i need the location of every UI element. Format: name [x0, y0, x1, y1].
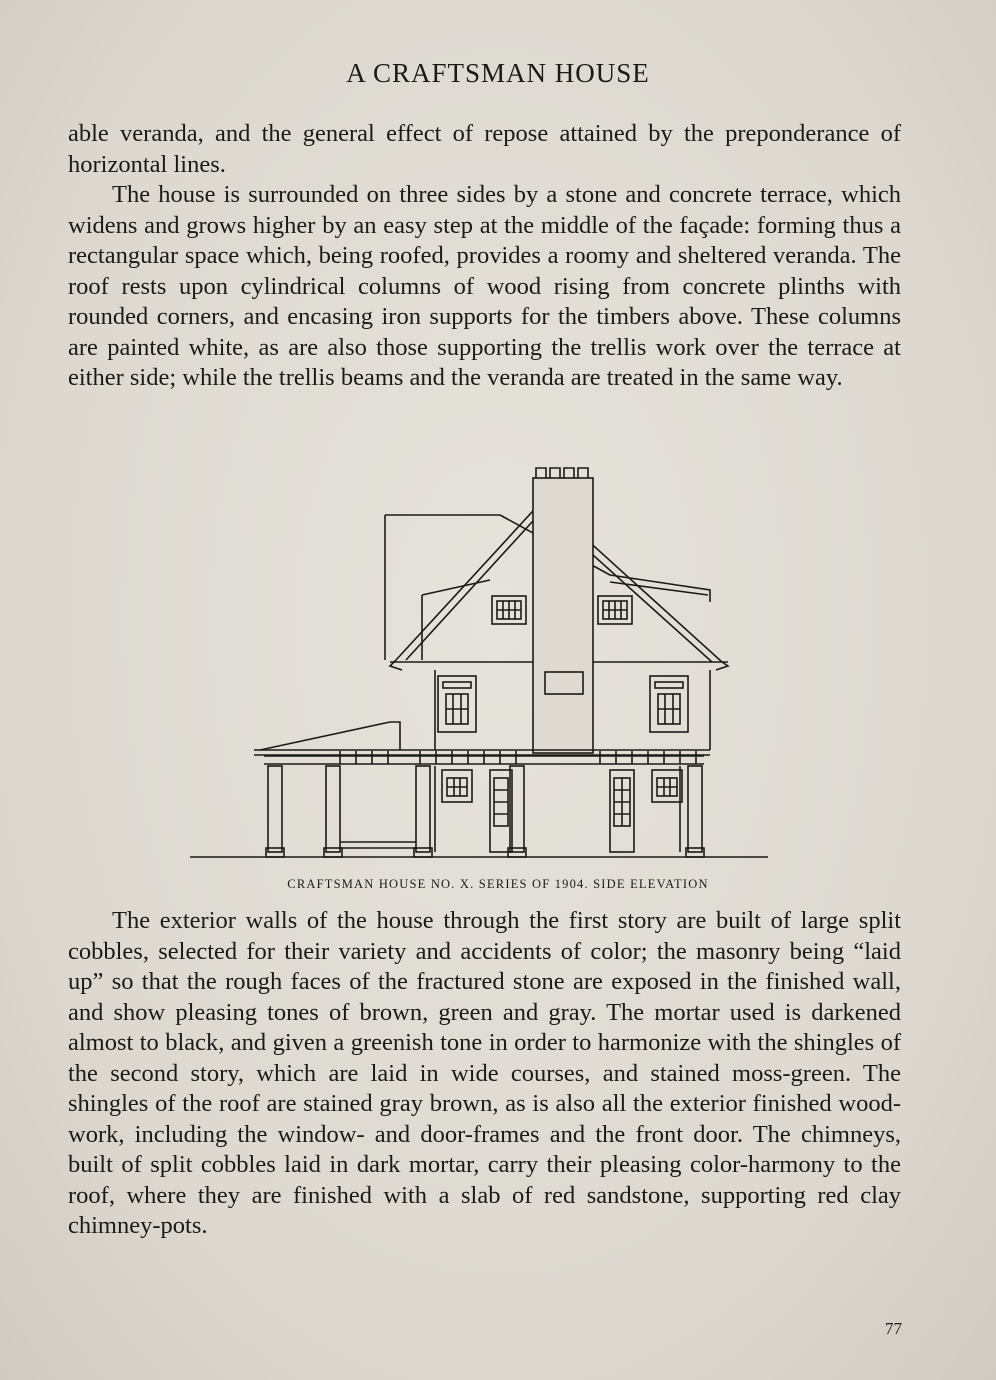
ground-window-right: [652, 770, 682, 802]
chimney-pots: [536, 468, 588, 478]
running-head: A CRAFTSMAN HOUSE: [346, 58, 650, 88]
ground-window-left: [442, 770, 472, 802]
upper-window-right: [650, 676, 688, 732]
gable-window-left: [492, 596, 526, 624]
paragraph-exterior-walls: The exterior walls of the house through the first story are built of large split cobbles, selected for their variety and accidents of color; the masonry being “laid up” so that the rough faces of the fractured stone are exposed in the finished wall, and show pleasing tones of brown, green and gray. The mortar used is darkened almost to black, and given a greenish tone in order to harmonize with the shingles of the second story, which are laid in wide courses, and stained moss-green. The shingles of the roof are stained gray brown, as is also all the exterior finished wood-work, including the window- and door-frames and the front door. The chimneys, built of split cobbles laid in dark mortar, carry their pleasing color-harmony to the roof, where they are finished with a slab of red sandstone, supporting red clay chimney-pots.: [68, 907, 901, 1239]
chimney: [533, 478, 593, 753]
door-left: [490, 770, 512, 852]
paragraph-terrace: The house is surrounded on three sides by a stone and concrete terrace, which widens and grows higher by an easy step at the middle of the façade: forming thus a rectangular space which, being roofed, provides a roomy and sheltered veranda. The roof rests upon cylindrical columns of wood rising from concrete plinths with rounded corners, and encasing iron supports for the timbers above. These columns are painted white, as are also those supporting the trellis work over the terrace at either side; while the trellis beams and the veranda are treated in the same way.: [68, 181, 901, 391]
veranda-columns: [266, 766, 704, 857]
paragraph-continuation: able veranda, and the general effect of repose attained by the preponderance of horizontal lines.: [68, 120, 901, 178]
figure-caption: CRAFTSMAN HOUSE NO. X. SERIES OF 1904. SIDE ELEVATION: [287, 877, 709, 891]
gable-window-right: [598, 596, 632, 624]
page-number: 77: [885, 1319, 902, 1338]
text-block-bottom: [68, 906, 901, 1242]
door-right: [610, 770, 634, 852]
text-block-top: [68, 119, 901, 394]
veranda-roof: [260, 722, 400, 750]
rafter-tails: [340, 751, 696, 764]
side-elevation-drawing: [190, 460, 770, 870]
upper-window-left: [438, 676, 476, 732]
